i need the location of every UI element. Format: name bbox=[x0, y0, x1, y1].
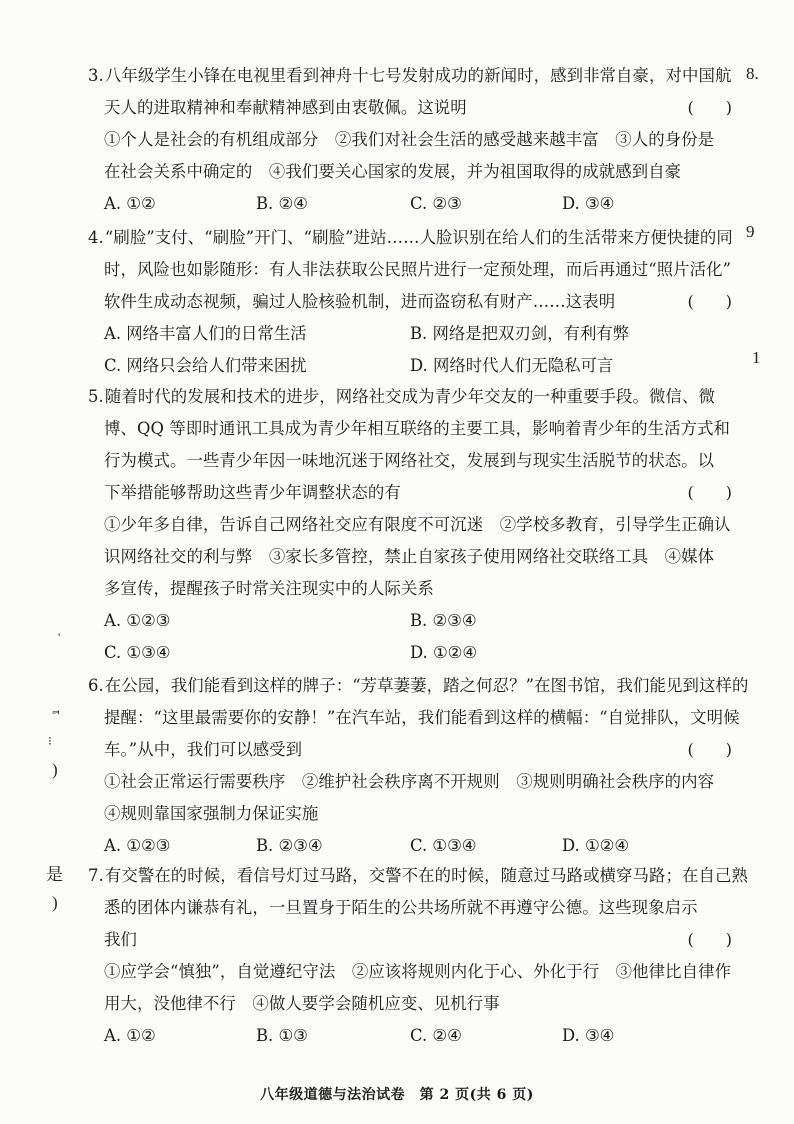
option-b[interactable]: B. ②③④ bbox=[256, 836, 323, 855]
option-c[interactable]: C. ①③④ bbox=[410, 836, 477, 855]
answer-blank[interactable]: ( ) bbox=[687, 292, 732, 311]
question-6-line-1: 6.在公园，我们能看到这样的牌子：“芳草萋萋，踏之何忍？”在图书馆，我们能见到这样的 bbox=[88, 676, 749, 695]
question-4-options-row-2 bbox=[88, 350, 738, 382]
option-d[interactable]: D. ③④ bbox=[562, 1026, 615, 1045]
option-c[interactable]: C. 网络只会给人们带来困扰 bbox=[104, 356, 307, 375]
question-6-line-5: ④规则靠国家强制力保证实施 bbox=[104, 804, 319, 823]
answer-blank[interactable]: ( ) bbox=[687, 930, 732, 949]
question-5-line-1: 5.随着时代的发展和技术的进步，网络社交成为青少年交友的一种重要手段。微信、微 bbox=[88, 387, 715, 406]
margin-mark-top-right: 8. bbox=[746, 64, 759, 83]
answer-blank[interactable]: ( ) bbox=[687, 483, 732, 502]
margin-mark-left-b: ⁝ bbox=[48, 734, 52, 748]
question-5-line-2: 博、QQ 等即时通讯工具成为青少年相互联络的主要工具，影响着青少年的生活方式和 bbox=[104, 419, 731, 438]
option-d[interactable]: D. ①②④ bbox=[562, 836, 630, 855]
question-5-options-row-2 bbox=[88, 637, 738, 669]
option-c[interactable]: C. ①③④ bbox=[104, 643, 171, 662]
question-5 bbox=[88, 381, 738, 669]
option-b[interactable]: B. 网络是把双刃剑，有利有弊 bbox=[410, 324, 630, 343]
question-4-options-row-1 bbox=[88, 318, 738, 350]
margin-mark-left-a: ᆿ bbox=[50, 702, 62, 716]
question-6-line-2: 提醒：“这里最需要你的安静！”在汽车站，我们能看到这样的横幅：“自觉排队，文明候 bbox=[104, 708, 740, 727]
question-number: 6. bbox=[88, 676, 104, 695]
question-4-line-3: 软件生成动态视频，骗过人脸核验机制，进而盗窃私有财产……这表明 ( ) bbox=[88, 286, 738, 318]
option-a[interactable]: A. 网络丰富人们的日常生活 bbox=[104, 324, 307, 343]
question-5-line-5: ①少年多自律，告诉自己网络社交应有限度不可沉迷 ②学校多教育，引导学生正确认 bbox=[104, 515, 731, 534]
margin-mark-1: 1 bbox=[752, 348, 761, 367]
question-4-line-2: 时，风险也如影随形：有人非法获取公民照片进行一定预处理，而后再通过“照片活化” bbox=[104, 260, 732, 279]
question-7-line-1: 7.有交警在的时候，看信号灯过马路，交警不在的时候，随意过马路或横穿马路；在自己熟 bbox=[88, 866, 748, 885]
question-7 bbox=[88, 860, 748, 1052]
option-a[interactable]: A. ①②③ bbox=[104, 611, 171, 630]
option-b[interactable]: B. ②④ bbox=[256, 194, 308, 213]
option-a[interactable]: A. ①② bbox=[104, 194, 156, 213]
question-6-line-4: ①社会正常运行需要秩序 ②维护社会秩序离不开规则 ③规则明确社会秩序的内容 bbox=[104, 772, 715, 791]
option-d[interactable]: D. ①②④ bbox=[410, 643, 478, 662]
answer-blank[interactable]: ( ) bbox=[687, 740, 732, 759]
question-3-line-2: 天人的进取精神和奉献精神感到由衷敬佩。这说明 ( ) bbox=[88, 92, 738, 124]
page-footer: 八年级道德与法治试卷 第 2 页(共 6 页) bbox=[260, 1087, 534, 1103]
option-c[interactable]: C. ②③ bbox=[410, 194, 462, 213]
margin-mark-shi: 是 bbox=[46, 865, 63, 884]
margin-mark-tick: ' bbox=[58, 630, 61, 644]
option-a[interactable]: A. ①②③ bbox=[104, 836, 171, 855]
option-b[interactable]: B. ①③ bbox=[256, 1026, 308, 1045]
margin-mark-9: 9 bbox=[746, 222, 755, 241]
question-3-options bbox=[88, 188, 738, 220]
question-7-line-3: 我们 ( ) bbox=[88, 924, 738, 956]
question-5-line-4: 下举措能够帮助这些青少年调整状态的有 ( ) bbox=[88, 477, 738, 509]
option-c[interactable]: C. ②④ bbox=[410, 1026, 462, 1045]
question-5-line-6: 识网络社交的利与弊 ③家长多管控，禁止自家孩子使用网络社交联络工具 ④媒体 bbox=[104, 547, 715, 566]
option-d[interactable]: D. 网络时代人们无隐私可言 bbox=[410, 356, 614, 375]
question-4 bbox=[88, 222, 738, 382]
question-6-line-3: 车。”从中，我们可以感受到 ( ) bbox=[88, 734, 738, 766]
question-6-options bbox=[88, 830, 738, 862]
answer-blank[interactable]: ( ) bbox=[687, 98, 732, 117]
question-number: 4. bbox=[88, 228, 104, 247]
question-7-line-4: ①应学会“慎独”，自觉遵纪守法 ②应该将规则内化于心、外化于行 ③他律比自律作 bbox=[104, 962, 732, 981]
question-3-line-3: ①个人是社会的有机组成部分 ②我们对社会生活的感受越来越丰富 ③人的身份是 bbox=[104, 130, 715, 149]
question-4-line-1: 4.“刷脸”支付、“刷脸”开门、“刷脸”进站……人脸识别在给人们的生活带来方便快捷的同 bbox=[88, 228, 733, 247]
option-a[interactable]: A. ①② bbox=[104, 1026, 156, 1045]
question-number: 7. bbox=[88, 866, 104, 885]
option-d[interactable]: D. ③④ bbox=[562, 194, 615, 213]
question-5-line-3: 行为模式。一些青少年因一味地沉迷于网络社交，发展到与现实生活脱节的状态。以 bbox=[104, 451, 715, 470]
question-7-line-5: 用大，没他律不行 ④做人要学会随机应变、见机行事 bbox=[104, 994, 500, 1013]
question-5-options-row-1 bbox=[88, 605, 738, 637]
question-number: 3. bbox=[88, 66, 104, 85]
question-7-line-2: 悉的团体内谦恭有礼，一旦置身于陌生的公共场所就不再遵守公德。这些现象启示 bbox=[104, 898, 698, 917]
question-3-line-1: 3.八年级学生小锋在电视里看到神舟十七号发射成功的新闻时，感到非常自豪，对中国航 bbox=[88, 66, 732, 85]
question-5-line-7: 多宣传，提醒孩子时常关注现实中的人际关系 bbox=[104, 579, 434, 598]
margin-mark-left-paren-2: ) bbox=[52, 893, 58, 912]
question-3 bbox=[88, 60, 738, 220]
question-number: 5. bbox=[88, 387, 104, 406]
margin-mark-left-paren: ) bbox=[52, 760, 58, 779]
question-7-options bbox=[88, 1020, 738, 1052]
option-b[interactable]: B. ②③④ bbox=[410, 611, 477, 630]
question-3-line-4: 在社会关系中确定的 ④我们要关心国家的发展，并为祖国取得的成就感到自豪 bbox=[104, 162, 682, 181]
question-6 bbox=[88, 670, 749, 862]
